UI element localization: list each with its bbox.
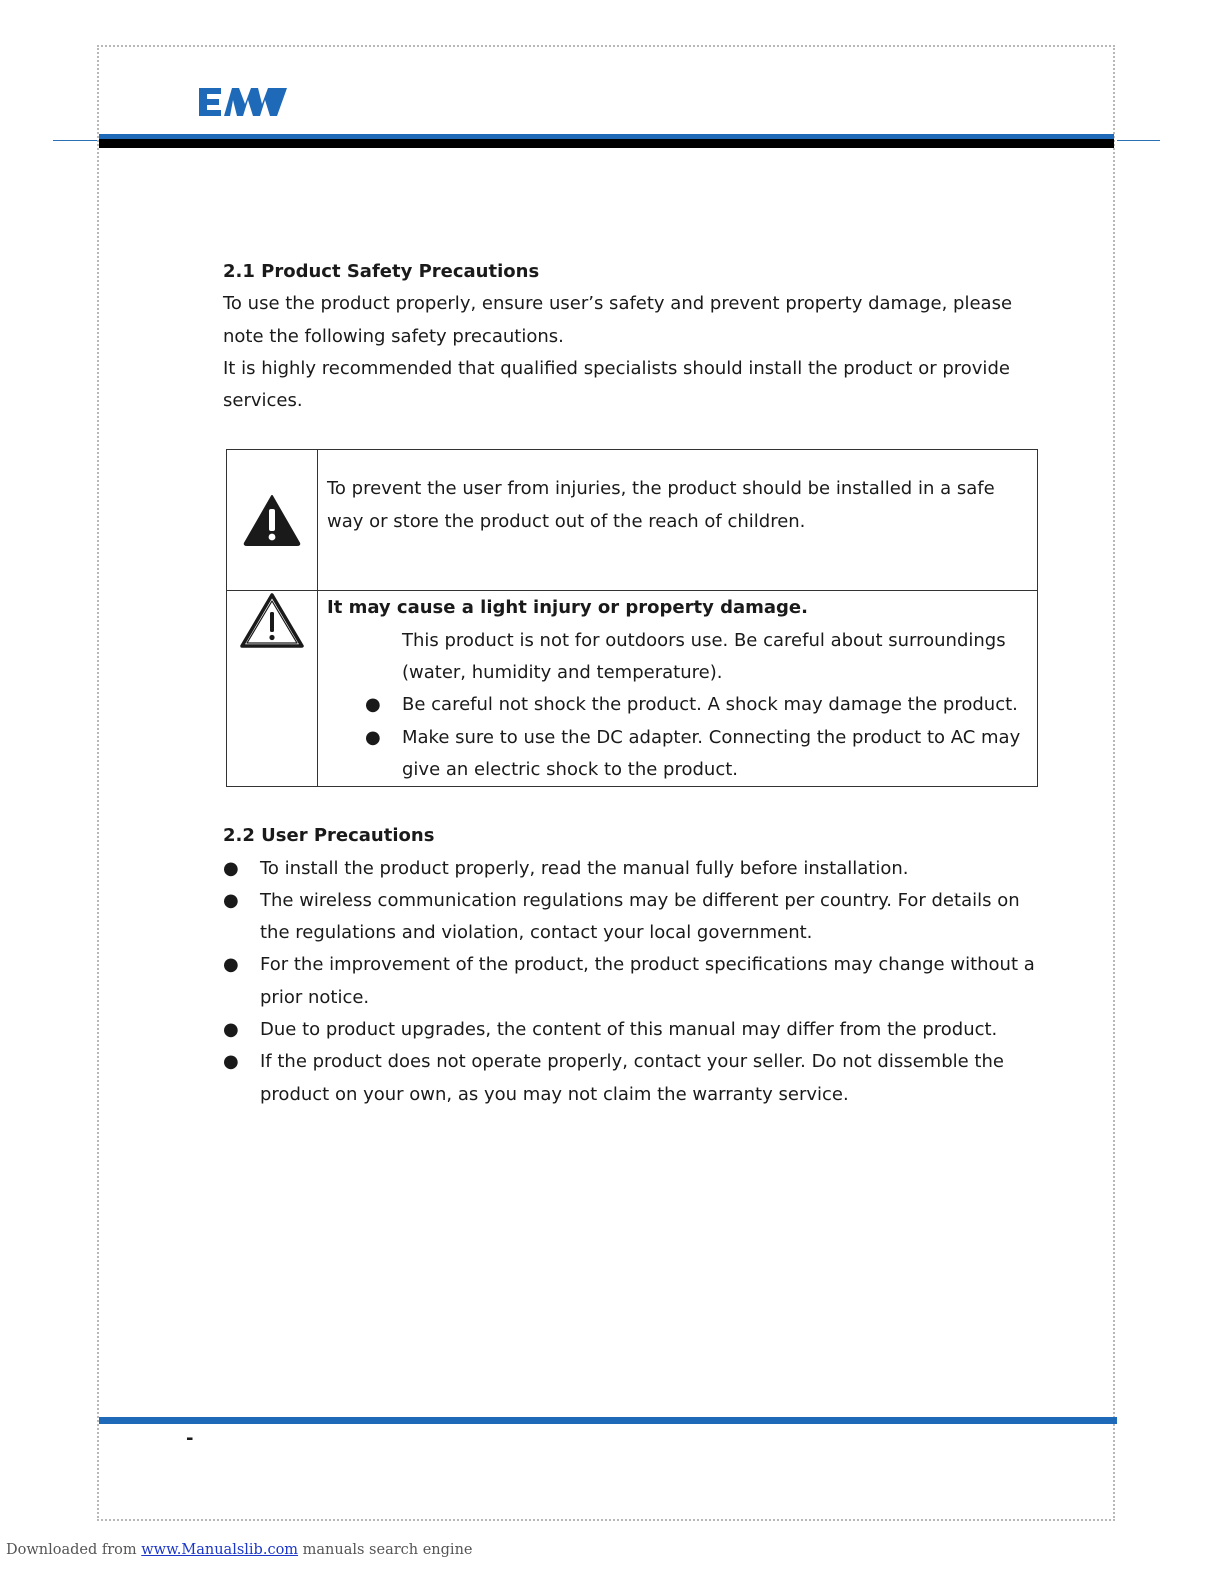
user-precautions-list [223, 853, 1043, 1111]
safety-icon-cell [227, 450, 318, 591]
warning-filled-icon [242, 493, 302, 547]
section-2-1-intro-2: It is highly recommended that qualified specialists should install the product or provide services. [223, 357, 1010, 412]
caution-heading: It may cause a light injury or property damage. [327, 597, 808, 619]
header-side-line-left [53, 140, 97, 141]
warning-outline-icon [239, 592, 305, 650]
user-precaution-text: For the improvement of the product, the product specifications may change without a prior notice. [260, 954, 1035, 1008]
safety-text-cell [318, 450, 1038, 591]
user-precaution-text: Due to product upgrades, the content of this manual may differ from the product. [260, 1019, 998, 1041]
bullet-icon: ● [223, 1019, 239, 1041]
user-precaution-text: To install the product properly, read the manual fully before installation. [260, 857, 909, 879]
download-attribution [6, 1542, 473, 1558]
bullet-icon: ● [223, 1051, 239, 1073]
list-item [223, 853, 1043, 885]
bullet-icon: ● [365, 694, 381, 716]
safety-row-danger [227, 450, 1038, 591]
user-precaution-text: The wireless communication regulations may be different per country. For details on the regulations and violation, contact your local government. [260, 889, 1020, 944]
bullet-icon: ● [223, 857, 239, 879]
bullet-icon: ● [365, 726, 381, 748]
section-2-1-title: 2.1 Product Safety Precautions [223, 261, 540, 282]
manualslib-link[interactable]: www.Manualslib.com [141, 1542, 299, 1558]
emw-logo [197, 84, 289, 120]
caution-bullet-text: Be careful not shock the product. A shock may damage the product. [402, 694, 1018, 716]
list-item [223, 885, 1043, 950]
download-suffix: manuals search engine [302, 1542, 473, 1558]
danger-text: To prevent the user from injuries, the product should be installed in a safe way or store the product out of the reach of children. [327, 478, 995, 532]
header-side-line-right [1117, 140, 1160, 141]
safety-text-cell [318, 591, 1038, 787]
bullet-icon: ● [223, 954, 239, 976]
caution-list [327, 689, 1027, 786]
safety-icon-cell [227, 591, 318, 787]
safety-row-caution [227, 591, 1038, 787]
list-item [327, 689, 1027, 721]
section-2-1-intro-1: To use the product properly, ensure user’s safety and prevent property damage, please note the following safety precautions. [223, 293, 1013, 347]
list-item [223, 949, 1043, 1014]
user-precaution-text: If the product does not operate properly, contact your seller. Do not dissemble the product on your own, as you may not claim the warranty service. [260, 1051, 1004, 1105]
list-item [223, 1046, 1043, 1111]
safety-table [226, 449, 1038, 787]
list-item [223, 1014, 1043, 1046]
footer-bar [99, 1417, 1117, 1424]
caution-bullet-text: Make sure to use the DC adapter. Connecting the product to AC may give an electric shock to the product. [402, 726, 1021, 780]
main-content [223, 256, 1043, 1111]
download-prefix: Downloaded from [6, 1542, 137, 1558]
page-marker: - [186, 1428, 194, 1449]
header-bar-black [99, 139, 1114, 148]
list-item [327, 722, 1027, 787]
caution-item: This product is not for outdoors use. Be careful about surroundings (water, humidity and temperature). [402, 629, 1006, 684]
bullet-icon: ● [223, 889, 239, 911]
section-2-2-title: 2.2 User Precautions [223, 825, 435, 847]
